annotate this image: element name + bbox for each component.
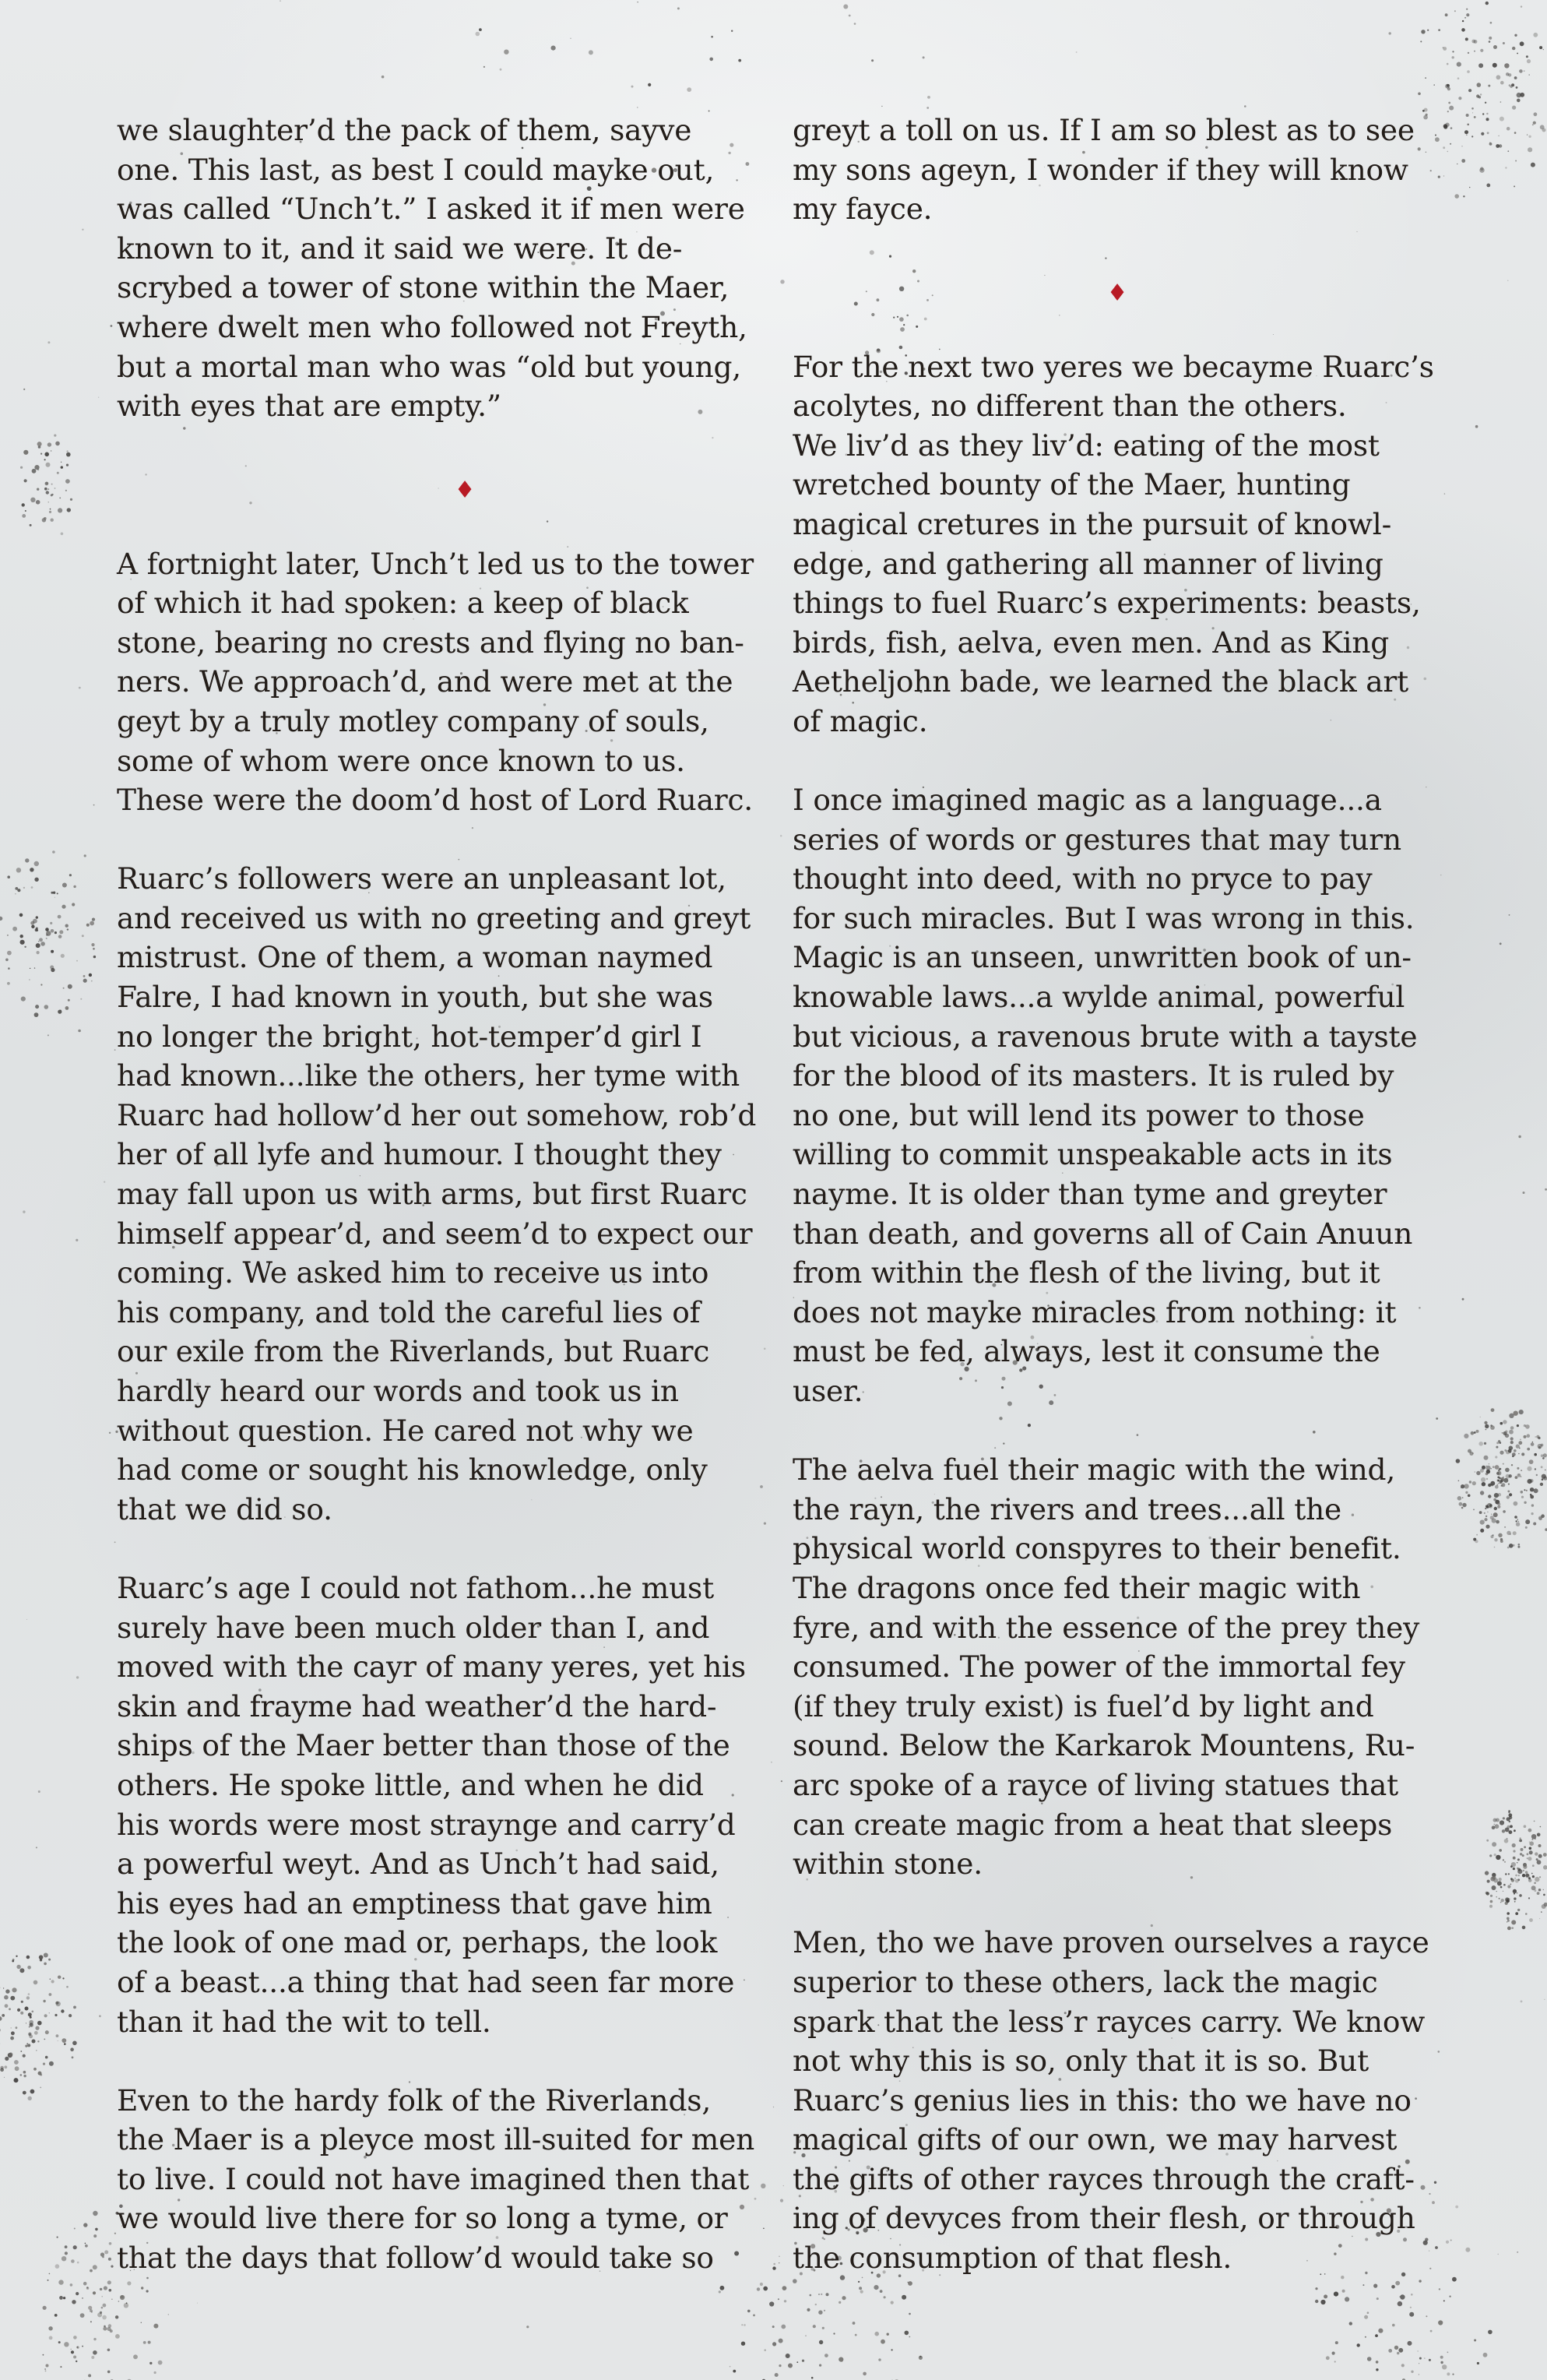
text-line: and received us with no greeting and greyt: [117, 900, 751, 935]
left-text-column: [117, 111, 755, 2317]
text-line: my fayce.: [793, 192, 933, 227]
text-line: mistrust. One of them, a woman naymed: [117, 940, 713, 975]
text-line: must be fed, always, lest it consume the: [793, 1334, 1380, 1369]
text-line: Even to the hardy folk of the Riverlands,: [117, 2082, 712, 2118]
text-line: acolytes, no different than the others.: [793, 389, 1347, 424]
text-line: ing of devyces from their flesh, or through: [793, 2201, 1415, 2236]
text-line: The dragons once fed their magic with: [793, 1570, 1361, 1605]
text-line: (if they truly exist) is fuel’d by light and: [793, 1688, 1374, 1723]
text-line: where dwelt men who followed not Freyth,: [117, 309, 747, 344]
text-line: that we did so.: [117, 1491, 332, 1526]
text-line: known to it, and it said we were. It de-: [117, 231, 683, 266]
text-line: hardly heard our words and took us in: [117, 1374, 679, 1408]
text-line: himself appear’d, and seem’d to expect our: [117, 1216, 753, 1251]
paragraph-followers: [117, 859, 755, 1529]
text-line: of magic.: [793, 703, 928, 738]
text-line: without question. He cared not why we: [117, 1413, 694, 1448]
text-line: to live. I could not have imagined then that: [117, 2161, 750, 2196]
text-line: For the next two yeres we becayme Ruarc’s: [793, 349, 1434, 384]
text-line: we would live there for so long a tyme, or: [117, 2201, 728, 2236]
text-line: within stone.: [793, 1847, 983, 1882]
diamond-ornament-icon: ♦: [1106, 280, 1128, 308]
text-line: geyt by a truly motley company of souls,: [117, 703, 709, 738]
text-line: had known...like the others, her tyme with: [117, 1058, 740, 1093]
text-line: one. This last, as best I could mayke out,: [117, 152, 715, 187]
text-line: from within the flesh of the living, but it: [793, 1255, 1380, 1290]
text-line: Ruarc’s age I could not fathom...he must: [117, 1570, 714, 1605]
diamond-ornament-icon: ♦: [454, 477, 476, 505]
text-line: Men, tho we have proven ourselves a rayce: [793, 1925, 1429, 1960]
text-line: willing to commit unspeakable acts in its: [793, 1137, 1393, 1172]
text-line: can create magic from a heat that sleeps: [793, 1807, 1393, 1842]
text-line: his company, and told the careful lies of: [117, 1294, 701, 1329]
text-line: Falre, I had known in youth, but she was: [117, 980, 713, 1015]
text-line: spark that the less’r rayces carry. We know: [793, 2004, 1426, 2039]
text-line: the Maer is a pleyce most ill-suited for men: [117, 2122, 755, 2157]
text-line: the consumption of that flesh.: [793, 2241, 1232, 2276]
text-line: edge, and gathering all manner of living: [793, 546, 1384, 581]
text-line: no longer the bright, hot-temper’d girl I: [117, 1019, 702, 1054]
text-line: ners. We approach’d, and were met at the: [117, 664, 733, 699]
text-line: wretched bounty of the Maer, hunting: [793, 467, 1351, 502]
text-line: a powerful weyt. And as Unch’t had said,: [117, 1847, 719, 1882]
text-line: for the blood of its masters. It is ruled by: [793, 1058, 1394, 1093]
text-line: Ruarc’s genius lies in this: tho we have no: [793, 2082, 1412, 2118]
text-line: things to fuel Ruarc’s experiments: beasts,: [793, 586, 1421, 621]
text-line: my sons ageyn, I wonder if they will know: [793, 152, 1408, 187]
text-line: I once imagined magic as a language...a: [793, 783, 1382, 818]
text-line: nayme. It is older than tyme and greyter: [793, 1177, 1387, 1212]
text-line: These were the doom’d host of Lord Ruarc.: [117, 783, 754, 818]
text-line: her of all lyfe and humour. I thought they: [117, 1137, 722, 1172]
text-line: no one, but will lend its power to those: [793, 1097, 1365, 1132]
text-line: may fall upon us with arms, but first Ruarc: [117, 1177, 747, 1212]
text-line: but vicious, a ravenous brute with a tayste: [793, 1019, 1418, 1054]
paragraph-toll: [793, 111, 1431, 229]
text-line: knowable laws...a wylde animal, powerful: [793, 980, 1405, 1015]
text-line: fyre, and with the essence of the prey they: [793, 1610, 1420, 1645]
text-line: The aelva fuel their magic with the wind,: [793, 1452, 1396, 1488]
text-line: greyt a toll on us. If I am so blest as to see: [793, 113, 1415, 147]
text-line: user.: [793, 1374, 863, 1408]
text-line: Aetheljohn bade, we learned the black art: [793, 664, 1408, 699]
text-line: of which it had spoken: a keep of black: [117, 586, 689, 621]
paragraph-magic-language: [793, 780, 1431, 1411]
text-line: Ruarc had hollow’d her out somehow, rob’d: [117, 1097, 757, 1132]
paragraph-men-rayce: [793, 1923, 1431, 2277]
text-line: that the days that follow’d would take so: [117, 2241, 714, 2276]
text-line: Magic is an unseen, unwritten book of un-: [793, 940, 1412, 975]
text-line: others. He spoke little, and when he did: [117, 1767, 704, 1802]
text-line: We liv’d as they liv’d: eating of the most: [793, 428, 1380, 463]
text-line: the gifts of other rayces through the craft-: [793, 2161, 1415, 2196]
text-line: magical gifts of our own, we may harvest: [793, 2122, 1398, 2157]
paragraph-fortnight: [117, 544, 755, 820]
text-line: than it had the wit to tell.: [117, 2004, 491, 2039]
right-text-column: [793, 111, 1434, 2317]
paragraph-slaughter: [117, 111, 755, 426]
text-line: with eyes that are empty.”: [117, 389, 501, 424]
text-line: the look of one mad or, perhaps, the look: [117, 1925, 718, 1960]
text-line: stone, bearing no crests and flying no ban-: [117, 625, 744, 660]
text-line: not why this is so, only that it is so. But: [793, 2044, 1369, 2079]
text-line: superior to these others, lack the magic: [793, 1964, 1378, 1999]
text-line: his eyes had an emptiness that gave him: [117, 1885, 712, 1921]
text-line: we slaughter’d the pack of them, sayve: [117, 113, 692, 147]
paragraph-ruarc-age: [117, 1568, 755, 2041]
text-line: for such miracles. But I was wrong in this.: [793, 900, 1415, 935]
text-line: magical cretures in the pursuit of knowl-: [793, 506, 1392, 541]
text-line: sound. Below the Karkarok Mountens, Ru-: [793, 1728, 1415, 1763]
text-line: does not mayke miracles from nothing: it: [793, 1294, 1397, 1329]
text-line: some of whom were once known to us.: [117, 743, 685, 778]
text-line: our exile from the Riverlands, but Ruarc: [117, 1334, 710, 1369]
text-line: birds, fish, aelva, even men. And as King: [793, 625, 1390, 660]
text-line: Ruarc’s followers were an unpleasant lot,: [117, 861, 726, 896]
text-line: thought into deed, with no pryce to pay: [793, 861, 1373, 896]
text-line: series of words or gestures that may turn: [793, 822, 1401, 857]
text-line: but a mortal man who was “old but young,: [117, 349, 741, 384]
text-line: consumed. The power of the immortal fey: [793, 1649, 1405, 1685]
paragraph-riverlands: [117, 2081, 755, 2278]
text-line: of a beast...a thing that had seen far more: [117, 1964, 735, 1999]
text-line: ships of the Maer better than those of the: [117, 1728, 730, 1763]
text-line: arc spoke of a rayce of living statues that: [793, 1767, 1399, 1802]
text-line: than death, and governs all of Cain Anuun: [793, 1216, 1413, 1251]
paragraph-acolytes: [793, 347, 1434, 741]
text-line: surely have been much older than I, and: [117, 1610, 710, 1645]
text-line: moved with the cayr of many yeres, yet his: [117, 1649, 746, 1685]
text-line: skin and frayme had weather’d the hard-: [117, 1688, 717, 1723]
text-line: the rayn, the rivers and trees...all the: [793, 1491, 1342, 1526]
text-line: had come or sought his knowledge, only: [117, 1452, 708, 1488]
text-line: was called “Unch’t.” I asked it if men were: [117, 192, 745, 227]
text-line: physical world conspyres to their benefit.: [793, 1531, 1401, 1566]
text-line: his words were most straynge and carry’d: [117, 1807, 736, 1842]
text-line: A fortnight later, Unch’t led us to the tower: [117, 546, 754, 581]
text-line: scrybed a tower of stone within the Maer,: [117, 270, 730, 305]
text-line: coming. We asked him to receive us into: [117, 1255, 709, 1290]
paragraph-aelva-fuel: [793, 1450, 1431, 1884]
